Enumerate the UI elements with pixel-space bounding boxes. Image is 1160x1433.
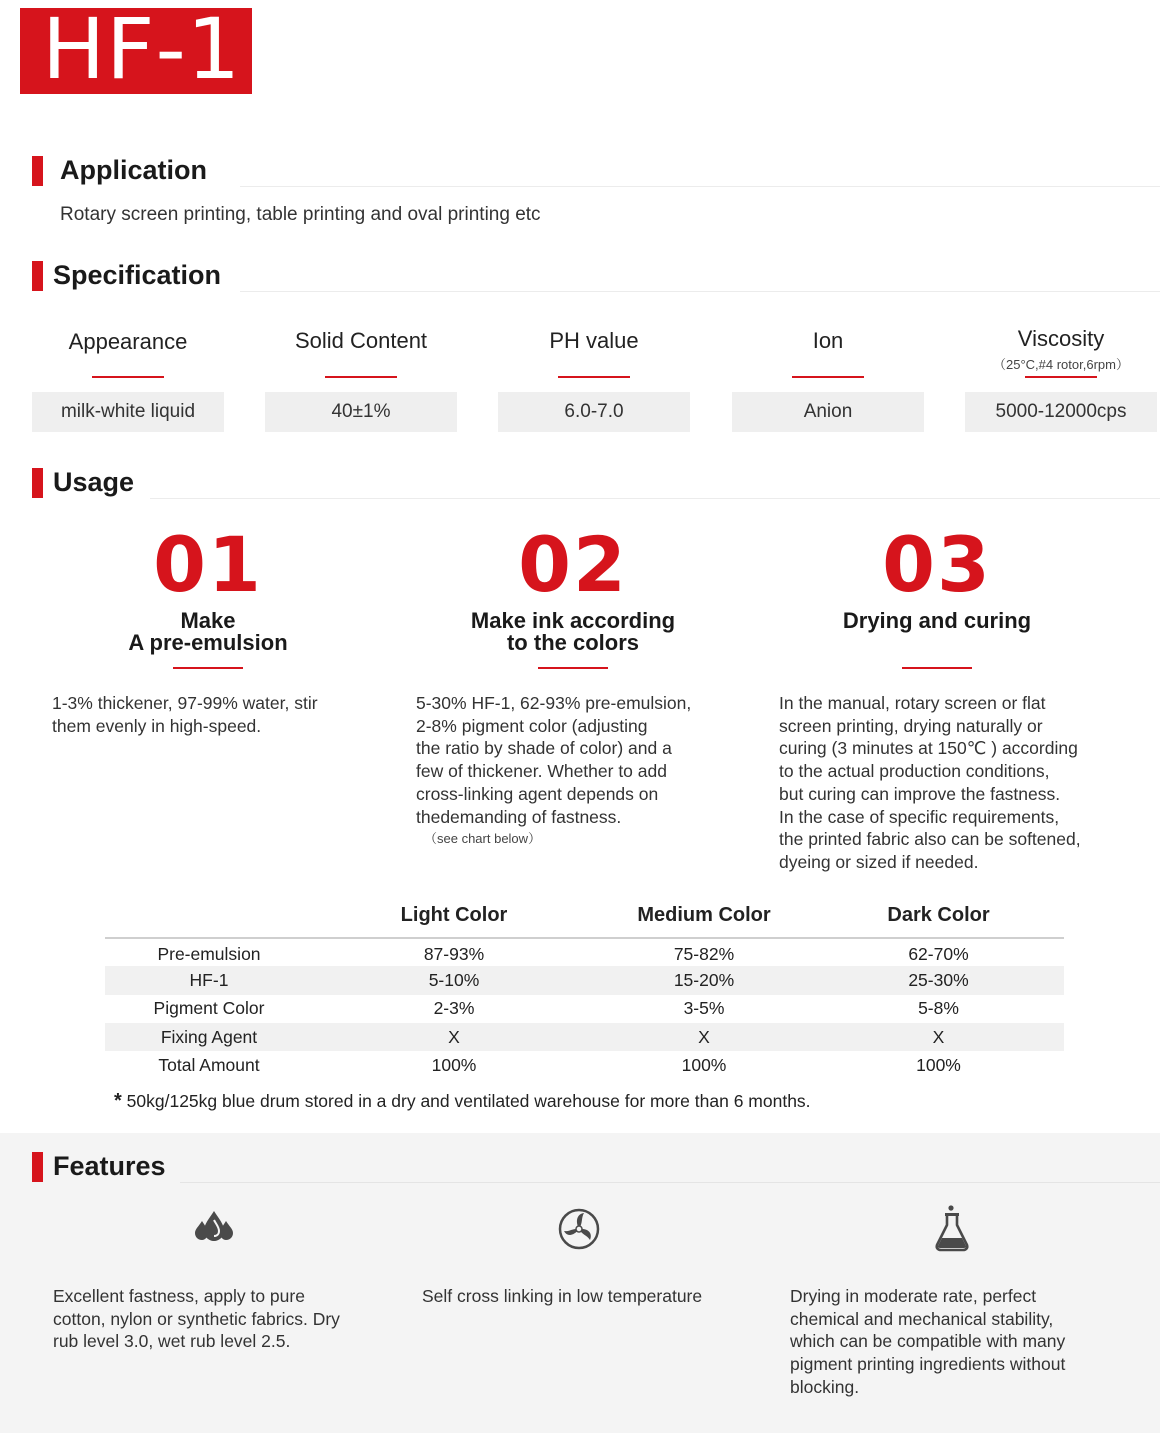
step-underline [902,667,972,669]
water-drops-icon [192,1207,236,1251]
step-description: In the manual, rotary screen or flat screen printing, drying naturally or curing (3 minutes at 150℃ ) according to the actual production conditions, but curing can improve the fastness. In the case of specific requirements, the printed fabric also can be softened, dyeing or sized if needed. [779,693,1081,872]
product-name-banner [20,0,252,98]
table-cell: X [595,1023,813,1051]
table-row [105,966,1064,994]
spec-label: PH value [549,328,639,353]
row-label: Total Amount [158,1054,260,1075]
table-cell: 5-8% [918,998,959,1019]
section-divider [240,186,1160,187]
spec-underline [792,376,864,378]
spec-underline [558,376,630,378]
table-cell: 2-3% [433,998,475,1019]
mixing-ratio-table [105,900,1064,1079]
section-marker [32,468,43,498]
table-cell: 25-30% [813,966,1064,994]
table-row [105,938,1064,966]
table-cell: 100% [431,1054,477,1075]
table-header-cell: Dark Color [813,900,1064,938]
table-cell: 75-82% [673,943,735,964]
table-cell: 87-93% [423,943,485,964]
product-name: HF-1 [42,0,242,98]
table-cell: 15-20% [595,966,813,994]
table-header-cell: Medium Color [595,900,813,938]
spec-value: milk-white liquid [32,392,224,432]
table-row [105,1023,1064,1051]
table-row [105,995,1064,1023]
step-underline [538,667,608,669]
row-label: HF-1 [105,966,313,994]
spec-underline [325,376,397,378]
feature-description: Drying in moderate rate, perfect chemical and mechanical stability, which can be compatible with many pigment printing ingredients without blocking. [790,1286,1066,1397]
spec-label: Solid Content [294,328,428,353]
row-label: Pre-emulsion [157,943,261,964]
feature-description: Excellent fastness, apply to pure cotton, nylon or synthetic fabrics. Dry rub level 3.0, wet rub level 2.5. [53,1286,340,1352]
section-divider [180,1182,1160,1183]
section-marker [32,261,43,291]
table-row [105,1051,1064,1079]
step-note: （see chart below） [424,831,542,847]
storage-footnote [114,1090,811,1113]
spec-underline [92,376,164,378]
spec-label: Ion [812,328,844,353]
step-number: 02 [518,520,628,609]
section-divider [240,291,1160,292]
spec-value: Anion [732,392,924,432]
table-header-row [105,900,1064,938]
spec-underline [1025,376,1097,378]
spec-label: Appearance [68,329,188,354]
step-underline [173,667,243,669]
row-label: Pigment Color [153,998,265,1019]
step-number: 03 [882,520,992,609]
spec-label: Viscosity [1017,326,1105,351]
section-heading-application: Application [60,155,207,185]
spec-value: 5000-12000cps [965,392,1157,432]
step-description: 5-30% HF-1, 62-93% pre-emulsion, 2-8% pigment color (adjusting the ratio by shade of color) and a few of thickener. Whether to add cross-linking agent depends on thedemanding of fastness. （see chart below） [416,692,691,851]
section-heading-specification: Specification [53,260,222,290]
table-cell: 5-10% [313,966,595,994]
table-cell: 62-70% [908,943,969,964]
application-text: Rotary screen printing, table printing and oval printing etc [60,204,541,225]
footnote-asterisk: * [114,1090,122,1112]
footnote-text: 50kg/125kg blue drum stored in a dry and ventilated warehouse for more than 6 months. [121,1091,811,1111]
section-heading-usage: Usage [53,467,135,497]
table-header-cell [105,900,313,938]
cycle-swirl-icon [557,1207,601,1251]
step-title: Make A pre-emulsion [128,608,288,655]
step-number: 01 [153,520,263,609]
section-marker [32,156,43,186]
section-heading-features: Features [53,1151,166,1181]
section-marker [32,1152,43,1182]
section-divider [150,498,1160,499]
spec-note: （25°C,#4 rotor,6rpm） [993,357,1129,372]
feature-description: Self cross linking in low temperature [422,1286,703,1306]
table-cell: 100% [681,1054,727,1075]
table-cell: 3-5% [683,998,725,1019]
table-cell: X [813,1023,1064,1051]
row-label: Fixing Agent [105,1023,313,1051]
table-cell: 100% [916,1054,961,1075]
step-title: Drying and curing [842,608,1032,633]
table-cell: X [313,1023,595,1051]
step-title: Make ink according to the colors [470,608,676,655]
spec-value: 6.0-7.0 [498,392,690,432]
flask-icon [930,1204,974,1248]
spec-value: 40±1% [265,392,457,432]
step-description: 1-3% thickener, 97-99% water, stir them evenly in high-speed. [52,693,318,736]
table-header-cell: Light Color [313,900,595,938]
